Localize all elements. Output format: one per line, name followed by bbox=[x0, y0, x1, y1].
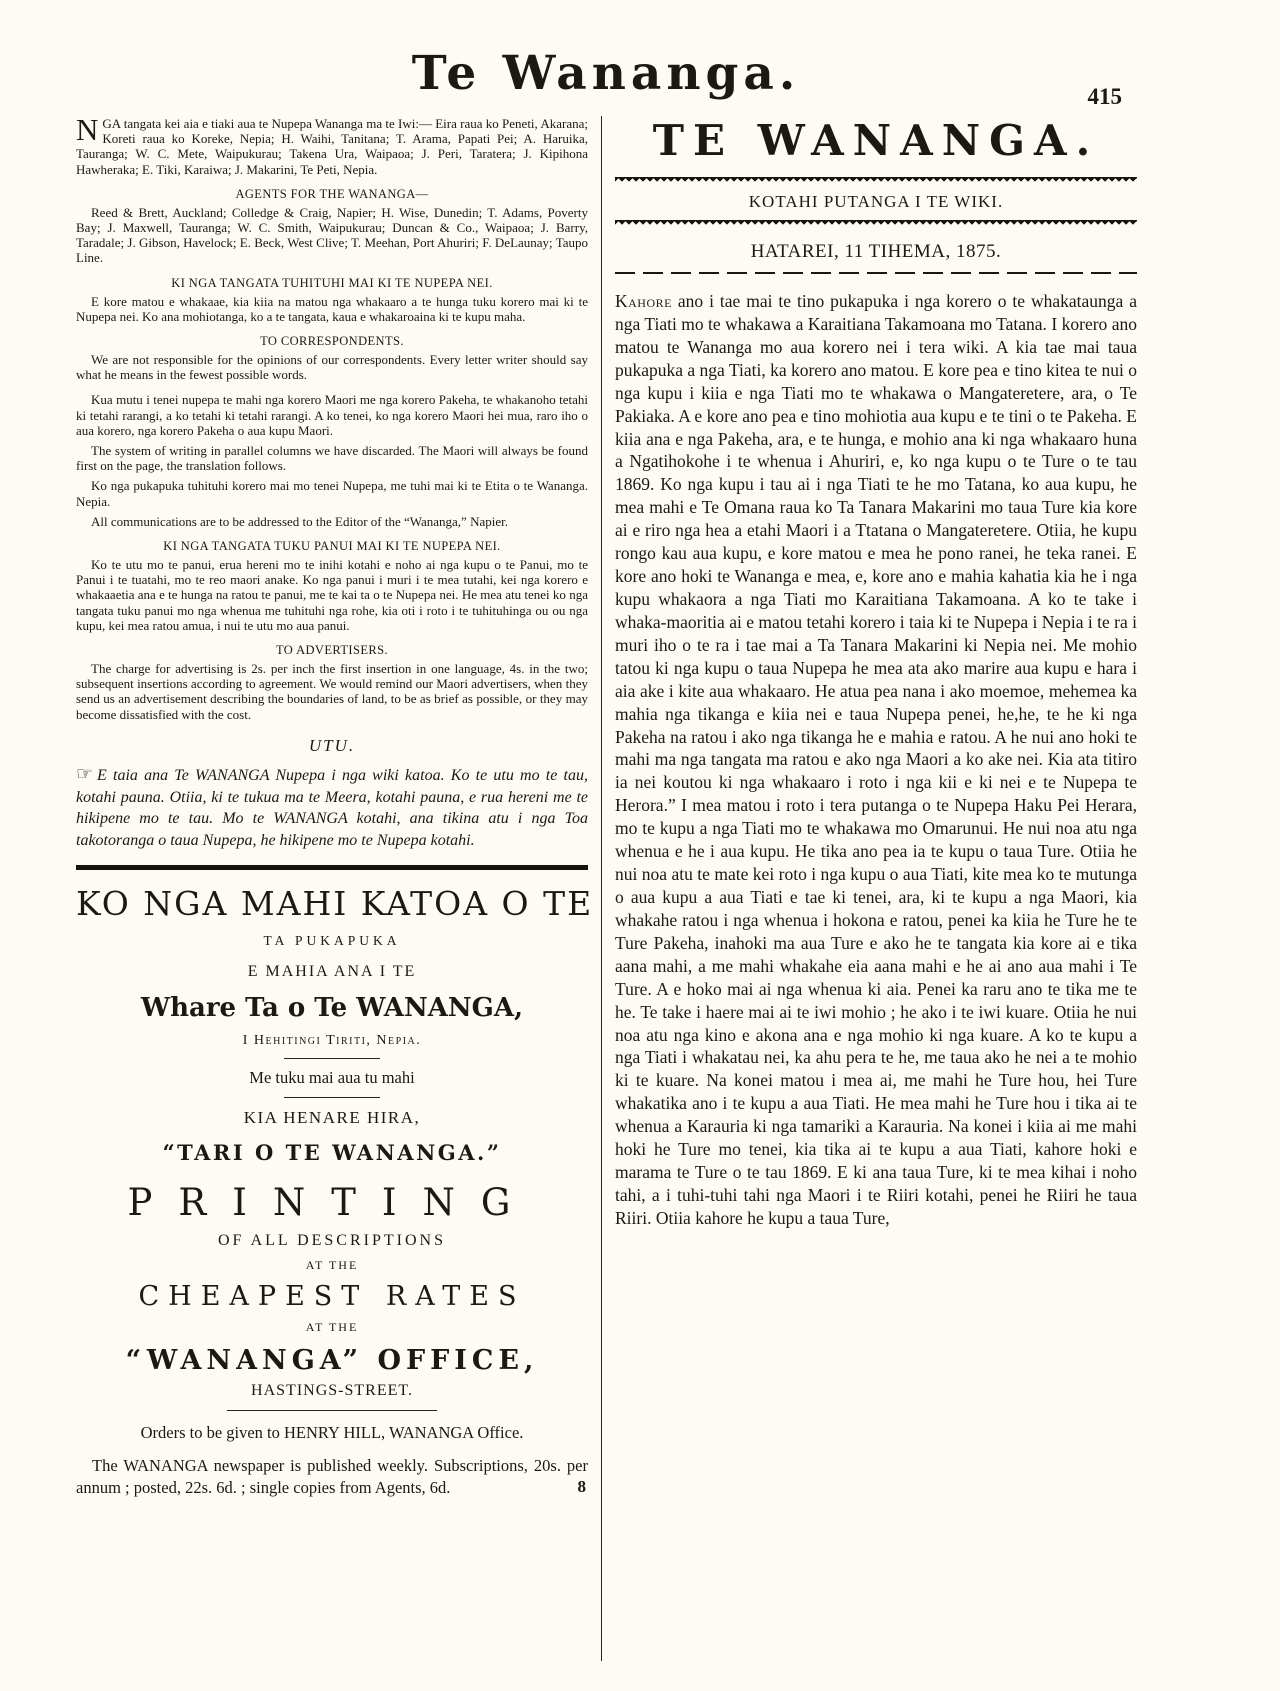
page-columns bbox=[76, 112, 1137, 1661]
ad-tari-o-te-wananga: “TARI O TE WANANGA.” bbox=[162, 1139, 502, 1165]
advertisers-body: The charge for advertising is 2s. per inch the first insertion in one language, 4s. in the two; subsequent insertions according to agreement. We would remind our Maori advertisers, when they send us an advertisement describing the boundaries of land, to be as brief as possible, or they may become dissatisfied with the cost. bbox=[76, 661, 588, 722]
utu-notice bbox=[76, 762, 588, 851]
ad-cheapest-rates: CHEAPEST RATES bbox=[138, 1280, 526, 1312]
decorative-rule-top bbox=[615, 177, 1137, 184]
printing-advertisement bbox=[76, 883, 594, 1443]
article-lead-word: Kahore bbox=[615, 291, 672, 311]
mid-rule bbox=[227, 1410, 437, 1411]
correspondents-heading: TO CORRESPONDENTS. bbox=[260, 334, 404, 349]
panui-heading: KI NGA TANGATA TUKU PANUI MAI KI TE NUPEPA NEI. bbox=[163, 539, 501, 554]
panui-body: Ko te utu mo te panui, erua hereni mo te inihi kotahi e noho ai nga kupu o te Panui, mo te Panui i te tuatahi, mo te reo maori anake. Ko nga panui i muri i te mea tutahi, kei nga korero e whakaaetia ana e te hunga na ratou te panui, me te kai ta o te Nupepa nei. He mea atu tenei ko nga tangata tuku panui mo nga whenua me tuhituhi nga rohe, kia oti i roto i te tuhituhinga ou ou nga kupu, kei mea ratou amua, i nui te utu mo aua panui. bbox=[76, 557, 588, 633]
utu-text: E taia ana Te WANANGA Nupepa i nga wiki katoa. Ko te utu mo te tau, kotahi pauna. Otiia, ki te tukua ma te Meera, kotahi pauna, e rua hereni me te hikipene mo te tau. Mo te WANANGA kotahi, ana tikina atu i nga Toa takotoranga o taua Nupepa, he hikipene mo te Nupepa kotahi. bbox=[76, 766, 588, 849]
columns-notice-maori: Kua mutu i tenei nupepa te mahi nga korero Maori me nga korero Pakeha, te whakanoho tetahi ki tetahi rarangi, a ko tetahi ki tetahi rarangi. A ko tenei, ko nga korero Maori hei mua, raro iho o aua korero, nga korero Pakeha o aua kupu Maori. bbox=[76, 392, 588, 438]
short-rule bbox=[284, 1058, 380, 1059]
dropcap-letter: N bbox=[76, 112, 99, 147]
section-title: TE WANANGA. bbox=[652, 116, 1100, 165]
article-text: ano i tae mai te tino pukapuka i nga korero o te whakataunga a nga Tiati mo te whakawa a Karaitiana Takamoana mo Tatana. I korero ano matou te Wananga mo aua korero nei i tera wiki. A kia tae mai taua pukapuka a nga Tiati, ka korero ano matou. E kore pea e tino kitea te nui o nga kupu i kiia e nga Tiati mo te whakawa o Mangateretere, ara, o Te Pakiaka. A e kore ano pea e tino mohiotia aua kupu e te tini o te Pakeha. E kiia ana e nga Pakeha, ara, e te hunga, e mohio ana ki nga whakaaro huna a Ngatihokohe i te whenua i Ahuriri, e, ko nga kupu o te Ture o te tau 1869. Ko nga kupu i tau ai i nga Tiati te he mo Tatana, ko aua kupu, he mea mahi e Te Omana raua ko Ta Tanara Makarini mo taua Ture kia kore ai e riro nga hea a etahi Maori i a Ttatana o Mangateretere. Otiia, he kupu rongo kau aua kupu, e kore matou e mea he pono ranei, he teka ranei. E kore ano hoki te Wananga e mea, e, kore ano e mahia kahatia kia he i nga kupu whakaora a nga Tiati mo Karaitiana Takamoana. A ko te take i whaka-maoritia ai e matou tetahi korero i taia ki te Nupepa i Nepia i te ra i muri iho o te ra i tae mai a Ta Tanara Makarini ki Nepia nei. Me mohio tatou ki nga kupu o taua Nupepa he mea ata ako marire aua kupu e hara i aia ake i kite aua whakaaro. He atua pea nana i ako moemoe, mehemea ka mahia nga tikanga e kiia nei e taua Nupepa penei, he,he, te he ki nga Pakeha na ratou i ako nga tikanga he e mahia e ratou. A he nui ano hoki te mahi ma nga tangata ma ratou e ako nga Maori a ko ake nei. Kia ata titiro ia nei koutou ki nga whakaaro i roto i nga kii e ki nei e te Nupepa te Herora.” I mea matou i roto i tera putanga o te Nupepa Haku Pei Herara, mo te kupu a nga Tiati mo te whakawa mo Omarunui. He nui noa atu nga whenua e he i aua kupu. He tika ano pea ia te kupu o taua Ture. Otiia he nui noa atu te mate kei roto i nga kupu o aua Tiati, kite mea ko te mutunga o aua kupu a aua Tiati e tae ki tenei, ara, ki te kupu a nga Maori, kia whakahe ratou i nga whenua i hokona e ratou, penei ka kiia he Ture he te Ture Pakeha, inahoki ma aua Ture e ako he te tangata kia kore ai e tika aana mahi, a me mahi whakahe eia aana mahi e he ai ano aua mahi i Te Ture. A e hoko mai ai nga whenua ki aia. Penei ka raru ano te tika me te he. Te take i haere mai ai te iwi mohio ; he ako i te iwi kuare. Otiia he nui noa atu nga kino e akona ana e nga mohio ki nga kuare. A ko te kupu a nga Tiati i whakatau nei, ka ahu pera te he, me taua ako he nei a te mohio ki te kuare. Na konei matou i mea ai, me mahi he Ture hou, hei Ture whakatika ano i te kupu a aua Tiati. He mea mahi he Ture hou i tika ai te whenua a Karauria ki nga tamariki a Karauria. Na konei i kiia ai me mahi hoki he Ture mo tenei, kia tika ai te kupu a aua Tiati, kahore hoki e marama te Ture o te tau 1869. E ki ana taua Ture, ki te mea kihai i noho tahi, a i tuhi-tuhi tahi nga Maori i te Riiri kotahi, penei he Riiri he taua Riiri. Otiia kahore he kupu a taua Ture, bbox=[615, 291, 1137, 1228]
subscribers-text: GA tangata kei aia e tiaki aua te Nupepa Wananga ma te Iwi:— Eira raua ko Peneti, Akarana; Koreti raua ko Koreke, Nepia; H. Waihi, Tanitana; T. Arama, Papati Pei; A. Haruika, Tauranga; W. C. Mete, Waipukurau; Takena Ura, Waipaoa; J. Peri, Taratera; J. Kipihona Hawheraka; E. Tiki, Karaiwa; J. Makarini, Te Peti, Nepia. bbox=[76, 116, 588, 177]
advertisers-heading: TO ADVERTISERS. bbox=[276, 643, 388, 658]
subscribers-notice bbox=[76, 112, 588, 177]
ad-me-tuku: Me tuku mai aua tu mahi bbox=[249, 1067, 415, 1087]
signature-mark: 8 bbox=[577, 1477, 586, 1497]
pointing-hand-icon: ☞ bbox=[76, 763, 94, 785]
correspondents-body: We are not responsible for the opinions of our correspondents. Every letter writer should say what he means in the fewest possible words. bbox=[76, 352, 588, 383]
newspaper-masthead: Te Wananga. bbox=[411, 46, 801, 101]
ad-whare-ta: Whare Ta o Te WANANGA, bbox=[140, 992, 524, 1023]
ad-hastings-street: HASTINGS-STREET. bbox=[251, 1381, 413, 1399]
ad-descriptions: OF ALL DESCRIPTIONS bbox=[218, 1231, 446, 1249]
columns-notice-english: The system of writing in parallel columns we have discarded. The Maori will always be found first on the page, the translation follows. bbox=[76, 443, 588, 474]
article-body bbox=[615, 290, 1137, 1230]
right-column bbox=[615, 116, 1137, 1661]
decorative-rule-bottom bbox=[615, 220, 1137, 227]
ad-address: I Hehitingi Tiriti, Nepia. bbox=[242, 1032, 422, 1048]
utu-heading: UTU. bbox=[308, 735, 356, 755]
issue-frequency-line: KOTAHI PUTANGA I TE WIKI. bbox=[748, 192, 1004, 211]
ad-printing: PRINTING bbox=[127, 1180, 537, 1224]
tuhituhi-heading: KI NGA TANGATA TUHITUHI MAI KI TE NUPEPA NEI. bbox=[171, 275, 493, 290]
tuhituhi-body: E kore matou e whakaae, kia kiia na matou nga whakaaro a te hunga tuku korero mai ki te Nupepa nei. Ko ana mohiotanga, ko a te tangata, kaua e whakaroaina ki te kupu maha. bbox=[76, 293, 588, 324]
agents-heading: AGENTS FOR THE WANANGA— bbox=[235, 186, 429, 201]
ad-e-mahia: E MAHIA ANA I TE bbox=[247, 962, 417, 980]
letters-notice-maori: Ko nga pukapuka tuhituhi korero mai mo tenei Nupepa, me tuhi mai ki te Etita o te Wananga. Nepia. bbox=[76, 478, 588, 509]
section-divider-rule bbox=[76, 865, 588, 870]
column-divider-rule bbox=[601, 116, 602, 1661]
ad-at-the-2: AT THE bbox=[305, 1319, 359, 1334]
subscription-notice: The WANANGA newspaper is published weekly. Subscriptions, 20s. per annum ; posted, 22s. 6d. ; single copies from Agents, 6d. bbox=[76, 1455, 588, 1497]
page-number: 415 bbox=[1087, 84, 1122, 109]
ad-kia-henare: KIA HENARE HIRA, bbox=[243, 1107, 421, 1127]
agents-body: Reed & Brett, Auckland; Colledge & Craig, Napier; H. Wise, Dunedin; T. Adams, Poverty Bay; J. Maxwell, Tauranga; W. C. Smith, Waipukurau; Duncan & Co., Waipaoa; J. Barry, Taradale; J. Gibson, Havelock; E. Beck, West Clive; T. Meehan, Port Ahuriri; F. DeLaunay; Taupo Line. bbox=[76, 204, 588, 266]
dateline: HATAREI, 11 TIHEMA, 1875. bbox=[750, 241, 1002, 262]
short-rule bbox=[284, 1097, 380, 1098]
letters-notice-english: All communications are to be addressed to the Editor of the “Wananga,” Napier. bbox=[91, 513, 508, 529]
ad-title: KO NGA MAHI KATOA O TE bbox=[76, 883, 594, 923]
ad-wananga-office: “WANANGA” OFFICE, bbox=[125, 1344, 539, 1376]
left-column bbox=[76, 112, 594, 1661]
ad-ta-pukapuka: TA PUKAPUKA bbox=[263, 932, 401, 948]
ad-at-the-1: AT THE bbox=[305, 1257, 359, 1272]
ad-orders-line: Orders to be given to HENRY HILL, WANANGA Office. bbox=[140, 1422, 524, 1442]
dashed-rule bbox=[615, 272, 1137, 274]
